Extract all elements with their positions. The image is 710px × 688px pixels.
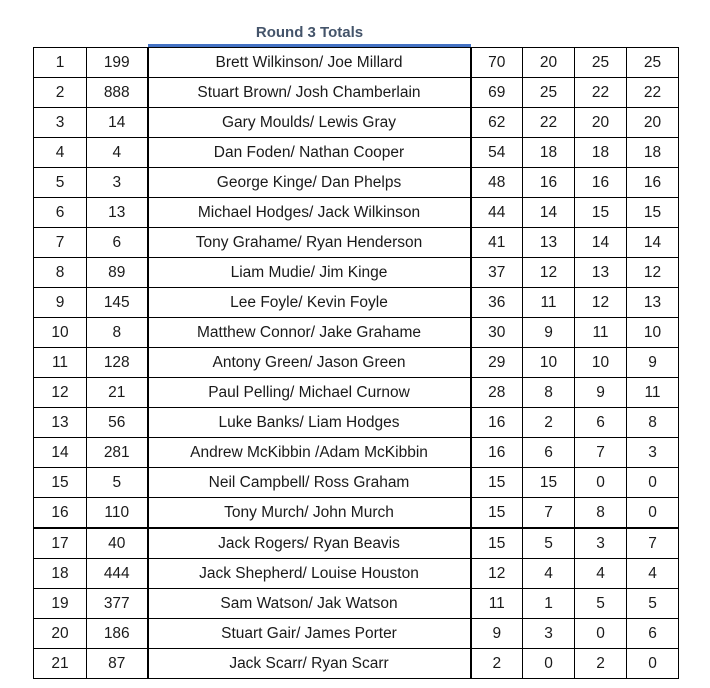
car-number-cell: 14 xyxy=(87,108,148,138)
results-table-body xyxy=(34,48,679,679)
table-row xyxy=(34,528,679,559)
car-number-cell: 186 xyxy=(87,619,148,649)
total-points-cell: 41 xyxy=(471,228,523,258)
car-number-cell: 56 xyxy=(87,408,148,438)
crew-names-cell: Neil Campbell/ Ross Graham xyxy=(148,468,471,498)
table-row xyxy=(34,619,679,649)
position-cell: 5 xyxy=(34,168,87,198)
round-1-points-cell: 22 xyxy=(523,108,575,138)
round-1-points-cell: 4 xyxy=(523,559,575,589)
round-2-points-cell: 18 xyxy=(575,138,627,168)
round-3-points-cell: 14 xyxy=(627,228,679,258)
position-cell: 4 xyxy=(34,138,87,168)
table-title: Round 3 Totals xyxy=(255,24,364,41)
total-points-cell: 29 xyxy=(471,348,523,378)
round-1-points-cell: 18 xyxy=(523,138,575,168)
car-number-cell: 377 xyxy=(87,589,148,619)
table-row xyxy=(34,348,679,378)
total-points-cell: 48 xyxy=(471,168,523,198)
table-row xyxy=(34,589,679,619)
crew-names-cell: Matthew Connor/ Jake Grahame xyxy=(148,318,471,348)
crew-names-cell: Antony Green/ Jason Green xyxy=(148,348,471,378)
car-number-cell: 145 xyxy=(87,288,148,318)
round-3-points-cell: 18 xyxy=(627,138,679,168)
car-number-cell: 128 xyxy=(87,348,148,378)
position-cell: 20 xyxy=(34,619,87,649)
round-2-points-cell: 15 xyxy=(575,198,627,228)
round-1-points-cell: 12 xyxy=(523,258,575,288)
position-cell: 10 xyxy=(34,318,87,348)
position-cell: 7 xyxy=(34,228,87,258)
total-points-cell: 16 xyxy=(471,408,523,438)
round-3-points-cell: 5 xyxy=(627,589,679,619)
car-number-cell: 21 xyxy=(87,378,148,408)
crew-names-cell: Jack Shepherd/ Louise Houston xyxy=(148,559,471,589)
car-number-cell: 4 xyxy=(87,138,148,168)
round-1-points-cell: 1 xyxy=(523,589,575,619)
round-3-points-cell: 12 xyxy=(627,258,679,288)
position-cell: 18 xyxy=(34,559,87,589)
total-points-cell: 15 xyxy=(471,498,523,529)
round-2-points-cell: 25 xyxy=(575,48,627,78)
round-2-points-cell: 10 xyxy=(575,348,627,378)
round-1-points-cell: 0 xyxy=(523,649,575,679)
total-points-cell: 70 xyxy=(471,48,523,78)
round-2-points-cell: 6 xyxy=(575,408,627,438)
round-3-points-cell: 10 xyxy=(627,318,679,348)
total-points-cell: 37 xyxy=(471,258,523,288)
round-1-points-cell: 9 xyxy=(523,318,575,348)
round-1-points-cell: 14 xyxy=(523,198,575,228)
round-1-points-cell: 20 xyxy=(523,48,575,78)
table-row xyxy=(34,198,679,228)
total-points-cell: 16 xyxy=(471,438,523,468)
round-3-points-cell: 9 xyxy=(627,348,679,378)
table-row xyxy=(34,138,679,168)
car-number-cell: 40 xyxy=(87,528,148,559)
round-2-points-cell: 8 xyxy=(575,498,627,529)
table-row xyxy=(34,468,679,498)
round-3-points-cell: 13 xyxy=(627,288,679,318)
total-points-cell: 62 xyxy=(471,108,523,138)
round-3-points-cell: 0 xyxy=(627,468,679,498)
crew-names-cell: Gary Moulds/ Lewis Gray xyxy=(148,108,471,138)
table-row xyxy=(34,649,679,679)
round-1-points-cell: 25 xyxy=(523,78,575,108)
round-2-points-cell: 9 xyxy=(575,378,627,408)
round-2-points-cell: 14 xyxy=(575,228,627,258)
car-number-cell: 89 xyxy=(87,258,148,288)
round-3-points-cell: 20 xyxy=(627,108,679,138)
car-number-cell: 87 xyxy=(87,649,148,679)
round-2-points-cell: 12 xyxy=(575,288,627,318)
round-2-points-cell: 5 xyxy=(575,589,627,619)
round-2-points-cell: 0 xyxy=(575,619,627,649)
round-1-points-cell: 16 xyxy=(523,168,575,198)
total-points-cell: 30 xyxy=(471,318,523,348)
position-cell: 15 xyxy=(34,468,87,498)
round-2-points-cell: 4 xyxy=(575,559,627,589)
crew-names-cell: Brett Wilkinson/ Joe Millard xyxy=(148,48,471,78)
crew-names-cell: Lee Foyle/ Kevin Foyle xyxy=(148,288,471,318)
total-points-cell: 44 xyxy=(471,198,523,228)
crew-names-cell: Dan Foden/ Nathan Cooper xyxy=(148,138,471,168)
total-points-cell: 2 xyxy=(471,649,523,679)
table-row xyxy=(34,78,679,108)
crew-names-cell: Stuart Brown/ Josh Chamberlain xyxy=(148,78,471,108)
crew-names-cell: George Kinge/ Dan Phelps xyxy=(148,168,471,198)
table-row xyxy=(34,108,679,138)
car-number-cell: 13 xyxy=(87,198,148,228)
round-2-points-cell: 13 xyxy=(575,258,627,288)
round-2-points-cell: 3 xyxy=(575,528,627,559)
crew-names-cell: Tony Grahame/ Ryan Henderson xyxy=(148,228,471,258)
position-cell: 8 xyxy=(34,258,87,288)
round-3-points-cell: 25 xyxy=(627,48,679,78)
total-points-cell: 36 xyxy=(471,288,523,318)
crew-names-cell: Sam Watson/ Jak Watson xyxy=(148,589,471,619)
table-row xyxy=(34,48,679,78)
car-number-cell: 8 xyxy=(87,318,148,348)
car-number-cell: 888 xyxy=(87,78,148,108)
position-cell: 13 xyxy=(34,408,87,438)
table-row xyxy=(34,318,679,348)
car-number-cell: 6 xyxy=(87,228,148,258)
table-row xyxy=(34,378,679,408)
round-3-points-cell: 0 xyxy=(627,498,679,529)
round-3-points-cell: 15 xyxy=(627,198,679,228)
position-cell: 14 xyxy=(34,438,87,468)
round-1-points-cell: 13 xyxy=(523,228,575,258)
position-cell: 6 xyxy=(34,198,87,228)
round-2-points-cell: 7 xyxy=(575,438,627,468)
total-points-cell: 12 xyxy=(471,559,523,589)
position-cell: 17 xyxy=(34,528,87,559)
crew-names-cell: Luke Banks/ Liam Hodges xyxy=(148,408,471,438)
round-3-points-cell: 16 xyxy=(627,168,679,198)
crew-names-cell: Stuart Gair/ James Porter xyxy=(148,619,471,649)
position-cell: 21 xyxy=(34,649,87,679)
round-3-points-cell: 3 xyxy=(627,438,679,468)
position-cell: 19 xyxy=(34,589,87,619)
table-row xyxy=(34,288,679,318)
round-2-points-cell: 20 xyxy=(575,108,627,138)
table-row xyxy=(34,559,679,589)
car-number-cell: 444 xyxy=(87,559,148,589)
crew-names-cell: Jack Rogers/ Ryan Beavis xyxy=(148,528,471,559)
round-2-points-cell: 11 xyxy=(575,318,627,348)
crew-names-cell: Jack Scarr/ Ryan Scarr xyxy=(148,649,471,679)
total-points-cell: 9 xyxy=(471,619,523,649)
table-row xyxy=(34,438,679,468)
table-row xyxy=(34,498,679,529)
round-3-points-cell: 8 xyxy=(627,408,679,438)
position-cell: 11 xyxy=(34,348,87,378)
round-3-points-cell: 6 xyxy=(627,619,679,649)
total-points-cell: 69 xyxy=(471,78,523,108)
total-points-cell: 54 xyxy=(471,138,523,168)
round-1-points-cell: 8 xyxy=(523,378,575,408)
round-2-points-cell: 22 xyxy=(575,78,627,108)
round-2-points-cell: 16 xyxy=(575,168,627,198)
round-1-points-cell: 15 xyxy=(523,468,575,498)
position-cell: 3 xyxy=(34,108,87,138)
round-2-points-cell: 0 xyxy=(575,468,627,498)
round-3-points-cell: 22 xyxy=(627,78,679,108)
crew-names-cell: Paul Pelling/ Michael Curnow xyxy=(148,378,471,408)
table-row xyxy=(34,228,679,258)
car-number-cell: 281 xyxy=(87,438,148,468)
results-table xyxy=(33,47,679,679)
position-cell: 9 xyxy=(34,288,87,318)
total-points-cell: 11 xyxy=(471,589,523,619)
car-number-cell: 199 xyxy=(87,48,148,78)
round-1-points-cell: 10 xyxy=(523,348,575,378)
total-points-cell: 15 xyxy=(471,528,523,559)
crew-names-cell: Liam Mudie/ Jim Kinge xyxy=(148,258,471,288)
position-cell: 12 xyxy=(34,378,87,408)
round-1-points-cell: 6 xyxy=(523,438,575,468)
crew-names-cell: Michael Hodges/ Jack Wilkinson xyxy=(148,198,471,228)
car-number-cell: 5 xyxy=(87,468,148,498)
round-3-points-cell: 0 xyxy=(627,649,679,679)
round-1-points-cell: 2 xyxy=(523,408,575,438)
table-row xyxy=(34,408,679,438)
round-3-points-cell: 7 xyxy=(627,528,679,559)
round-2-points-cell: 2 xyxy=(575,649,627,679)
position-cell: 1 xyxy=(34,48,87,78)
table-row xyxy=(34,168,679,198)
table-row xyxy=(34,258,679,288)
round-3-points-cell: 4 xyxy=(627,559,679,589)
round-1-points-cell: 11 xyxy=(523,288,575,318)
car-number-cell: 110 xyxy=(87,498,148,529)
car-number-cell: 3 xyxy=(87,168,148,198)
crew-names-cell: Andrew McKibbin /Adam McKibbin xyxy=(148,438,471,468)
total-points-cell: 15 xyxy=(471,468,523,498)
round-3-points-cell: 11 xyxy=(627,378,679,408)
total-points-cell: 28 xyxy=(471,378,523,408)
round-1-points-cell: 7 xyxy=(523,498,575,529)
crew-names-cell: Tony Murch/ John Murch xyxy=(148,498,471,529)
round-1-points-cell: 3 xyxy=(523,619,575,649)
round-1-points-cell: 5 xyxy=(523,528,575,559)
position-cell: 2 xyxy=(34,78,87,108)
position-cell: 16 xyxy=(34,498,87,529)
